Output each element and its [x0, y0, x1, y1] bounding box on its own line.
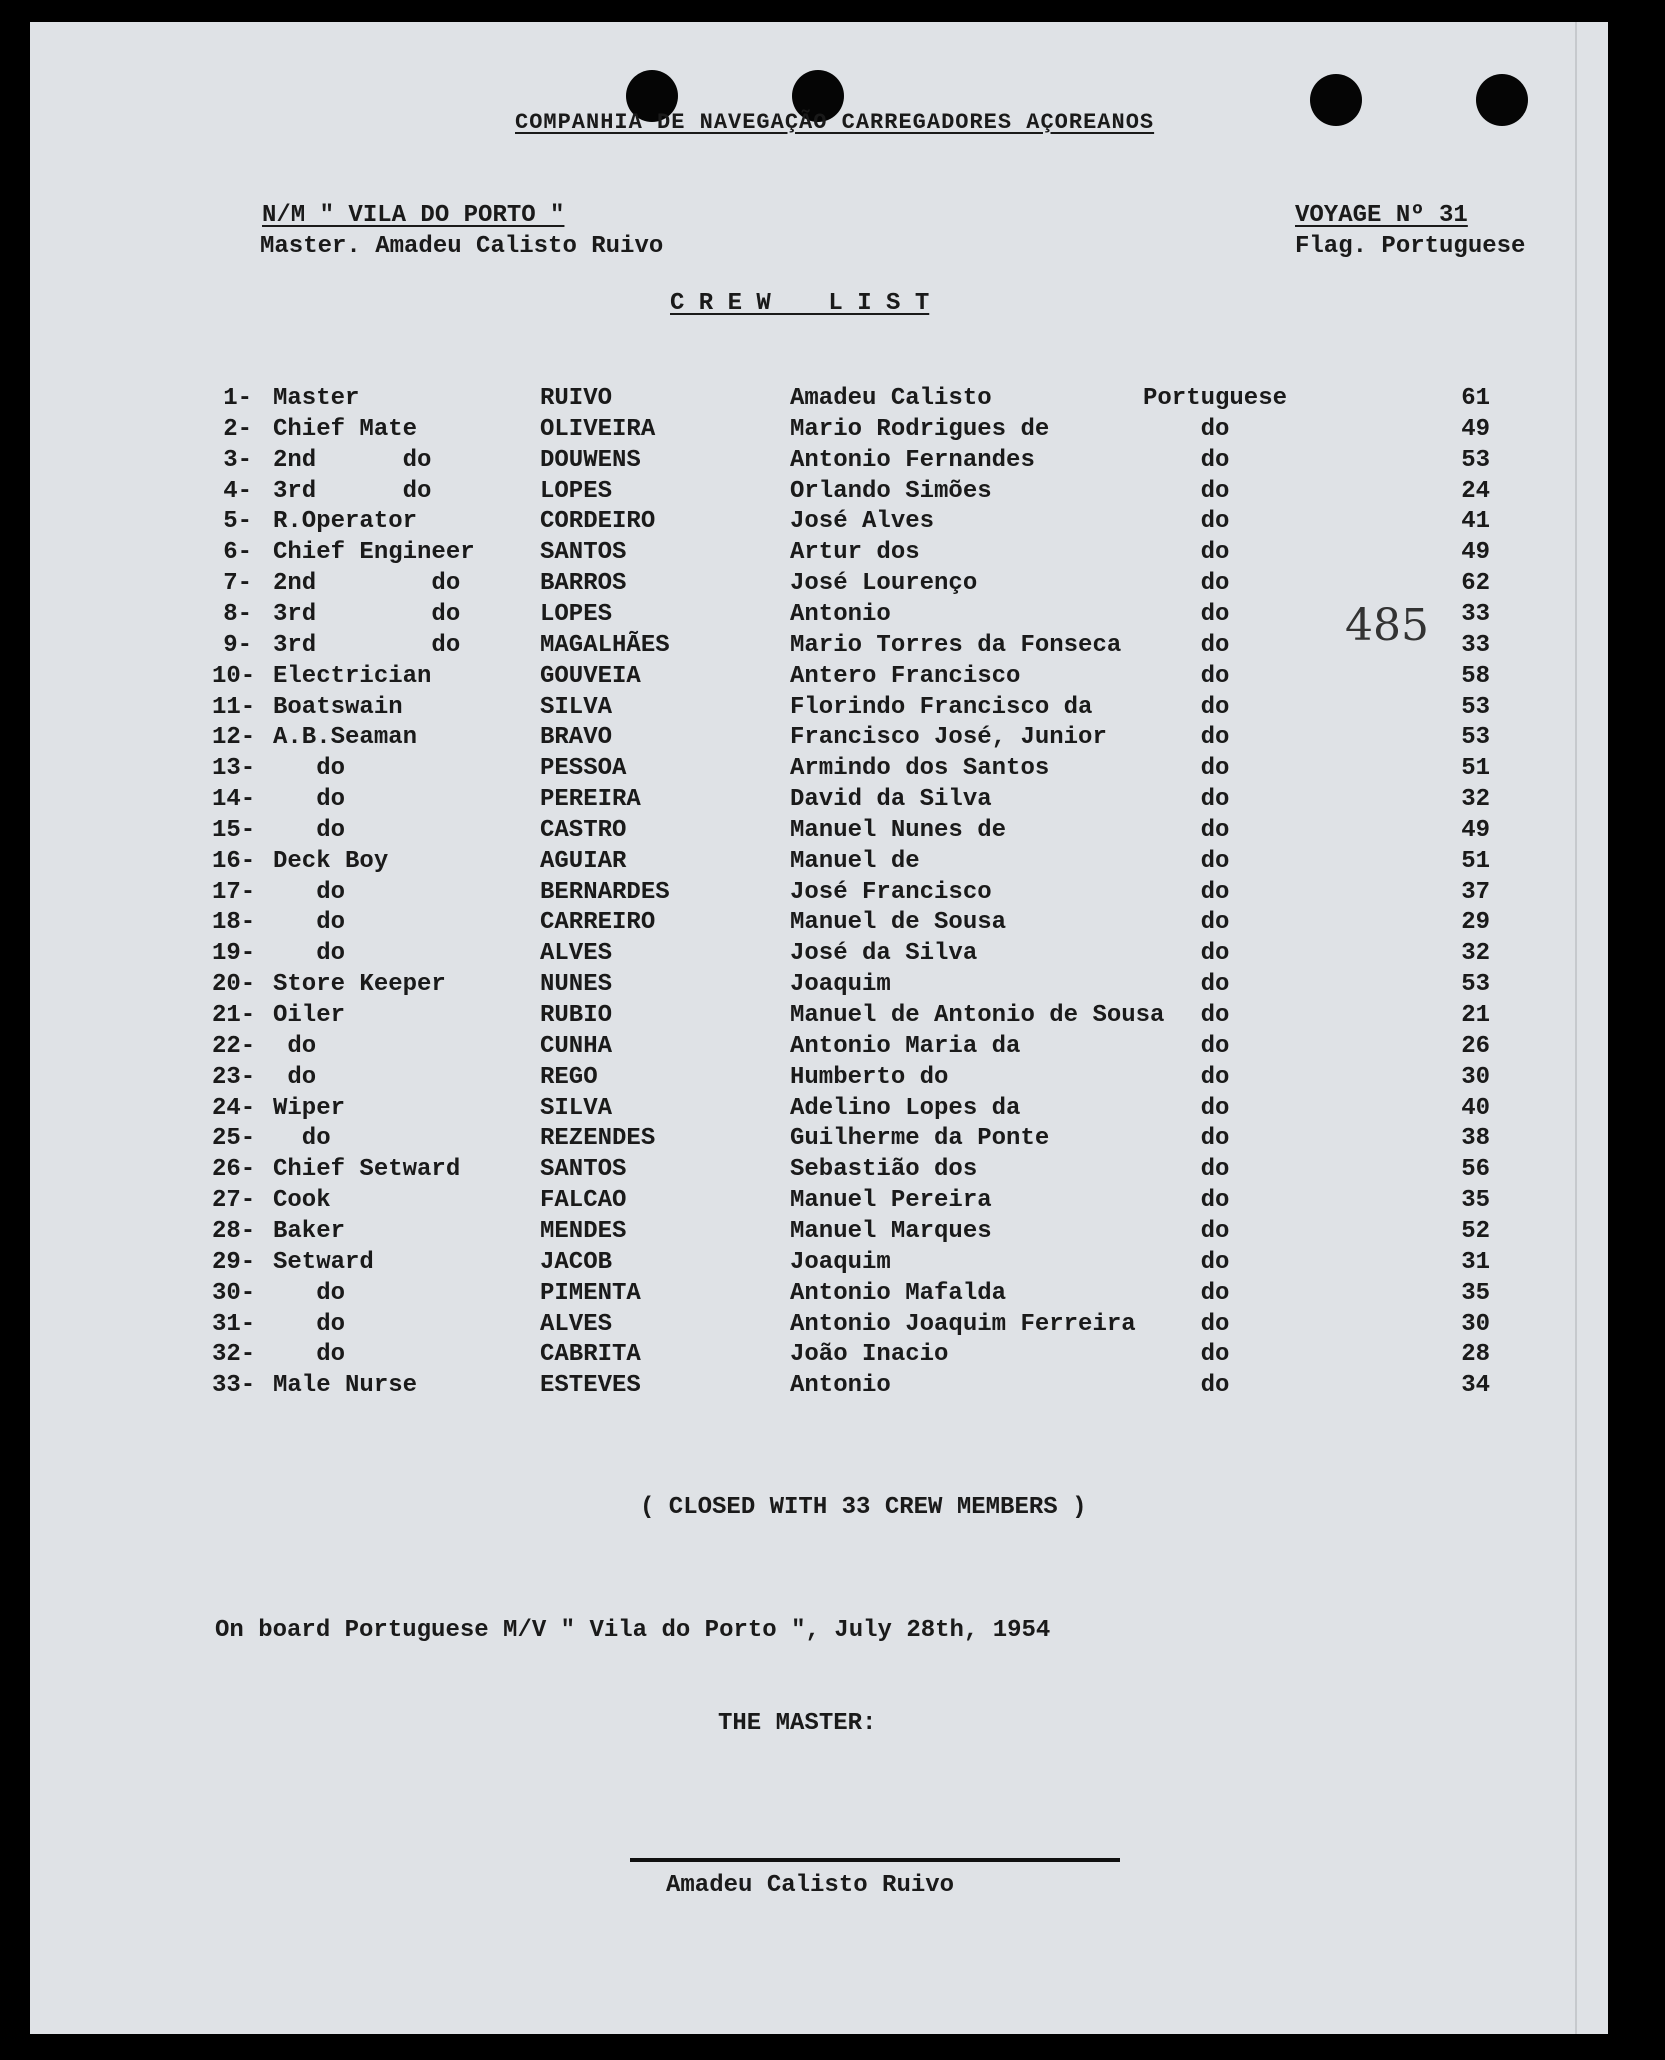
crew-nationality: do	[1200, 816, 1230, 844]
crew-surname: SILVA	[540, 693, 613, 721]
crew-given-names: Mario Rodrigues de	[790, 415, 1050, 443]
crew-given-names: Humberto do	[790, 1063, 949, 1091]
crew-nationality: do	[1200, 755, 1230, 783]
crew-row	[30, 879, 1608, 910]
crew-age: 62	[1461, 570, 1490, 598]
crew-rank: 3rd do	[273, 600, 461, 628]
crew-given-names: Antonio Maria da	[790, 1032, 1021, 1060]
crew-given-names: João Inacio	[790, 1341, 949, 1369]
crew-age: 32	[1461, 786, 1490, 814]
crew-age: 53	[1461, 724, 1490, 752]
crew-nationality: do	[1200, 1310, 1230, 1338]
company-name: COMPANHIA DE NAVEGAÇÃO CARREGADORES AÇOREANOS	[515, 110, 1155, 135]
crew-given-names: Joaquim	[790, 971, 891, 999]
crew-age: 52	[1461, 1217, 1490, 1245]
crew-number: 15-	[212, 816, 256, 844]
crew-surname: CORDEIRO	[540, 508, 656, 536]
crew-age: 28	[1461, 1341, 1490, 1369]
crew-number: 14-	[212, 786, 256, 814]
crew-rank: 2nd do	[273, 446, 432, 474]
crew-row	[30, 1125, 1608, 1156]
crew-surname: MAGALHÃES	[540, 631, 670, 659]
crew-row	[30, 447, 1608, 478]
crew-given-names: Francisco José, Junior	[790, 724, 1107, 752]
page-number-stamp: 485	[1345, 600, 1429, 651]
crew-age: 49	[1461, 415, 1490, 443]
crew-nationality: do	[1200, 1032, 1230, 1060]
crew-number: 3-	[223, 446, 252, 474]
crew-row	[30, 909, 1608, 940]
crew-given-names: Sebastião dos	[790, 1156, 978, 1184]
crew-surname: CASTRO	[540, 816, 627, 844]
crew-nationality: do	[1200, 662, 1230, 690]
crew-age: 35	[1461, 1187, 1490, 1215]
crew-surname: REZENDES	[540, 1125, 656, 1153]
crew-rank: do	[273, 878, 346, 906]
crew-number: 32-	[212, 1341, 256, 1369]
crew-nationality: Portuguese	[1142, 385, 1288, 412]
crew-nationality: do	[1200, 1094, 1230, 1122]
crew-number: 29-	[212, 1248, 256, 1276]
crew-age: 37	[1461, 878, 1490, 906]
crew-nationality: do	[1200, 724, 1230, 752]
crew-rank: Electrician	[273, 662, 432, 690]
crew-surname: SILVA	[540, 1094, 613, 1122]
crew-nationality: do	[1200, 1156, 1230, 1184]
crew-rank: 2nd do	[273, 570, 461, 598]
crew-rank: do	[273, 1063, 317, 1091]
crew-age: 29	[1461, 909, 1490, 937]
crew-number: 21-	[212, 1002, 256, 1029]
crew-row	[30, 663, 1608, 694]
crew-given-names: Florindo Francisco da	[790, 693, 1093, 721]
crew-given-names: David da Silva	[790, 786, 992, 814]
crew-rank: do	[273, 1310, 346, 1338]
crew-number: 28-	[212, 1217, 256, 1245]
crew-rank: do	[273, 940, 346, 968]
crew-row	[30, 786, 1608, 817]
crew-nationality: do	[1200, 1341, 1230, 1369]
crew-number: 7-	[223, 570, 252, 598]
crew-nationality: do	[1200, 1372, 1230, 1400]
crew-age: 49	[1461, 816, 1490, 844]
crew-row	[30, 1002, 1608, 1033]
crew-row	[30, 539, 1608, 570]
crew-nationality: do	[1200, 631, 1230, 659]
crew-nationality: do	[1200, 909, 1230, 937]
ship-name: N/M " VILA DO PORTO "	[262, 202, 565, 229]
crew-row	[30, 724, 1608, 755]
crew-age: 34	[1461, 1372, 1490, 1400]
crew-row	[30, 694, 1608, 725]
crew-age: 31	[1461, 1248, 1490, 1276]
crew-given-names: Manuel de Sousa	[790, 909, 1007, 937]
crew-rank: Wiper	[273, 1094, 346, 1122]
crew-surname: CUNHA	[540, 1032, 613, 1060]
crew-given-names: José Francisco	[790, 878, 992, 906]
crew-age: 51	[1461, 847, 1490, 875]
crew-number: 31-	[212, 1310, 256, 1338]
crew-rank: do	[273, 1125, 331, 1153]
crew-nationality: do	[1200, 878, 1230, 906]
crew-nationality: do	[1200, 1187, 1230, 1215]
crew-age: 51	[1461, 755, 1490, 783]
crew-age: 35	[1461, 1279, 1490, 1307]
crew-row	[30, 1064, 1608, 1095]
crew-rank: 3rd do	[273, 631, 461, 659]
crew-rank: 3rd do	[273, 477, 432, 505]
crew-age: 21	[1461, 1002, 1490, 1029]
crew-given-names: Antonio	[790, 600, 891, 628]
crew-given-names: Joaquim	[790, 1248, 891, 1276]
crew-nationality: do	[1200, 1248, 1230, 1276]
crew-number: 11-	[212, 693, 256, 721]
crew-rank: Setward	[273, 1248, 374, 1276]
crew-surname: PESSOA	[540, 755, 627, 783]
crew-surname: BRAVO	[540, 724, 613, 752]
crew-nationality: do	[1200, 600, 1230, 628]
crew-rank: Boatswain	[273, 693, 403, 721]
crew-nationality: do	[1200, 539, 1230, 567]
flag-line: Flag. Portuguese	[1295, 233, 1526, 260]
crew-nationality: do	[1200, 786, 1230, 814]
crew-row	[30, 848, 1608, 879]
crew-age: 30	[1461, 1310, 1490, 1338]
crew-surname: ALVES	[540, 940, 613, 968]
crew-number: 23-	[212, 1063, 256, 1091]
crew-surname: CABRITA	[540, 1341, 641, 1369]
crew-rank: Oiler	[273, 1002, 346, 1029]
crew-nationality: do	[1200, 477, 1230, 505]
crew-surname: SANTOS	[540, 539, 627, 567]
crew-number: 30-	[212, 1279, 256, 1307]
crew-given-names: Amadeu Calisto	[790, 385, 992, 412]
crew-rank: do	[273, 1341, 346, 1369]
crew-number: 22-	[212, 1032, 256, 1060]
crew-given-names: Antonio Fernandes	[790, 446, 1035, 474]
crew-rank: Store Keeper	[273, 971, 446, 999]
crew-rank: do	[273, 755, 346, 783]
crew-given-names: Orlando Simões	[790, 477, 992, 505]
crew-surname: GOUVEIA	[540, 662, 641, 690]
crew-given-names: Manuel de Antonio de Sousa	[790, 1002, 1165, 1029]
crew-nationality: do	[1200, 693, 1230, 721]
crew-given-names: Armindo dos Santos	[790, 755, 1050, 783]
crew-nationality: do	[1200, 971, 1230, 999]
crew-number: 2-	[223, 415, 252, 443]
crew-age: 53	[1461, 693, 1490, 721]
crew-given-names: José Lourenço	[790, 570, 978, 598]
crew-number: 5-	[223, 508, 252, 536]
crew-surname: PEREIRA	[540, 786, 641, 814]
crew-surname: LOPES	[540, 477, 613, 505]
crew-nationality: do	[1200, 1217, 1230, 1245]
crew-row	[30, 1372, 1608, 1403]
crew-row	[30, 1187, 1608, 1218]
crew-row	[30, 385, 1608, 416]
crew-number: 8-	[223, 600, 252, 628]
crew-surname: RUBIO	[540, 1002, 613, 1029]
crew-row	[30, 508, 1608, 539]
crew-given-names: Antonio Joaquim Ferreira	[790, 1310, 1136, 1338]
crew-nationality: do	[1200, 847, 1230, 875]
crew-row	[30, 1156, 1608, 1187]
crew-age: 49	[1461, 539, 1490, 567]
crew-number: 25-	[212, 1125, 256, 1153]
punch-hole-icon	[1310, 74, 1362, 126]
crew-number: 13-	[212, 755, 256, 783]
crew-rank: Cook	[273, 1187, 331, 1215]
crew-surname: ESTEVES	[540, 1372, 641, 1400]
crew-number: 20-	[212, 971, 256, 999]
crew-row	[30, 478, 1608, 509]
crew-surname: OLIVEIRA	[540, 415, 656, 443]
crew-age: 53	[1461, 446, 1490, 474]
crew-row	[30, 1218, 1608, 1249]
crew-age: 33	[1461, 631, 1490, 659]
crew-row	[30, 570, 1608, 601]
crew-given-names: Antonio Mafalda	[790, 1279, 1007, 1307]
crew-row	[30, 1311, 1608, 1342]
crew-age: 26	[1461, 1032, 1490, 1060]
crew-number: 19-	[212, 940, 256, 968]
crew-age: 38	[1461, 1125, 1490, 1153]
crew-number: 18-	[212, 909, 256, 937]
crew-age: 61	[1461, 385, 1490, 412]
crew-nationality: do	[1200, 1063, 1230, 1091]
crew-number: 10-	[212, 662, 256, 690]
crew-nationality: do	[1200, 570, 1230, 598]
crew-given-names: Manuel Pereira	[790, 1187, 992, 1215]
crew-age: 58	[1461, 662, 1490, 690]
crew-row	[30, 1033, 1608, 1064]
crew-age: 56	[1461, 1156, 1490, 1184]
crew-surname: FALCAO	[540, 1187, 627, 1215]
crew-age: 53	[1461, 971, 1490, 999]
master-label: THE MASTER:	[718, 1710, 877, 1737]
crew-rank: Baker	[273, 1217, 346, 1245]
closing-note: ( CLOSED WITH 33 CREW MEMBERS )	[640, 1494, 1087, 1521]
crew-age: 40	[1461, 1094, 1490, 1122]
crew-given-names: Adelino Lopes da	[790, 1094, 1021, 1122]
crew-rank: Male Nurse	[273, 1372, 418, 1400]
crew-rank: do	[273, 909, 346, 937]
crew-rank: do	[273, 1032, 317, 1060]
crew-rank: do	[273, 1279, 346, 1307]
crew-age: 33	[1461, 600, 1490, 628]
crew-age: 32	[1461, 940, 1490, 968]
crew-surname: DOUWENS	[540, 446, 641, 474]
crew-number: 4-	[223, 477, 252, 505]
crew-number: 16-	[212, 847, 256, 875]
crew-surname: CARREIRO	[540, 909, 656, 937]
crew-surname: PIMENTA	[540, 1279, 641, 1307]
crew-nationality: do	[1200, 1002, 1230, 1029]
crew-given-names: Manuel de	[790, 847, 920, 875]
crew-row	[30, 1249, 1608, 1280]
crew-row	[30, 755, 1608, 786]
crew-row	[30, 971, 1608, 1002]
crew-surname: LOPES	[540, 600, 613, 628]
document-page	[30, 22, 1608, 2034]
crew-row	[30, 940, 1608, 971]
crew-given-names: Guilherme da Ponte	[790, 1125, 1050, 1153]
crew-rank: Deck Boy	[273, 847, 389, 875]
crew-nationality: do	[1200, 1279, 1230, 1307]
crew-given-names: José da Silva	[790, 940, 978, 968]
crew-row	[30, 817, 1608, 848]
signature-line	[630, 1858, 1120, 1862]
master-line: Master. Amadeu Calisto Ruivo	[260, 233, 664, 260]
crew-surname: JACOB	[540, 1248, 613, 1276]
crew-number: 6-	[223, 539, 252, 567]
crew-nationality: do	[1200, 415, 1230, 443]
crew-age: 30	[1461, 1063, 1490, 1091]
crew-nationality: do	[1200, 1125, 1230, 1153]
crew-age: 24	[1461, 477, 1490, 505]
crew-nationality: do	[1200, 446, 1230, 474]
crew-surname: MENDES	[540, 1217, 627, 1245]
crew-rank: do	[273, 786, 346, 814]
onboard-line: On board Portuguese M/V " Vila do Porto ", July 28th, 1954	[215, 1617, 1051, 1644]
page-title: C R E W L I S T	[670, 290, 930, 317]
crew-number: 12-	[212, 724, 256, 752]
crew-number: 27-	[212, 1187, 256, 1215]
crew-nationality: do	[1200, 508, 1230, 536]
crew-given-names: Antero Francisco	[790, 662, 1021, 690]
crew-rank: R.Operator	[273, 508, 418, 536]
crew-row	[30, 1095, 1608, 1126]
crew-surname: REGO	[540, 1063, 598, 1091]
crew-given-names: José Alves	[790, 508, 935, 536]
crew-rank: do	[273, 816, 346, 844]
crew-row	[30, 416, 1608, 447]
crew-given-names: Mario Torres da Fonseca	[790, 631, 1122, 659]
crew-surname: AGUIAR	[540, 847, 627, 875]
crew-surname: SANTOS	[540, 1156, 627, 1184]
crew-surname: BARROS	[540, 570, 627, 598]
crew-given-names: Manuel Marques	[790, 1217, 992, 1245]
crew-row	[30, 1280, 1608, 1311]
master-signature-name: Amadeu Calisto Ruivo	[666, 1872, 955, 1899]
crew-given-names: Antonio	[790, 1372, 891, 1400]
crew-rank: Chief Setward	[273, 1156, 461, 1184]
crew-number: 17-	[212, 878, 256, 906]
crew-surname: NUNES	[540, 971, 613, 999]
crew-surname: BERNARDES	[540, 878, 670, 906]
crew-number: 24-	[212, 1094, 256, 1122]
crew-rank: Master	[273, 385, 360, 412]
voyage-number: VOYAGE Nº 31	[1295, 202, 1468, 229]
crew-age: 41	[1461, 508, 1490, 536]
crew-given-names: Artur dos	[790, 539, 920, 567]
crew-rank: A.B.Seaman	[273, 724, 418, 752]
crew-number: 1-	[223, 385, 252, 412]
crew-given-names: Manuel Nunes de	[790, 816, 1007, 844]
crew-number: 33-	[212, 1372, 256, 1400]
crew-row	[30, 1341, 1608, 1372]
crew-number: 26-	[212, 1156, 256, 1184]
punch-hole-icon	[1476, 74, 1528, 126]
crew-rank: Chief Engineer	[273, 539, 475, 567]
crew-nationality: do	[1200, 940, 1230, 968]
crew-surname: ALVES	[540, 1310, 613, 1338]
crew-surname: RUIVO	[540, 385, 613, 412]
crew-rank: Chief Mate	[273, 415, 418, 443]
crew-number: 9-	[223, 631, 252, 659]
